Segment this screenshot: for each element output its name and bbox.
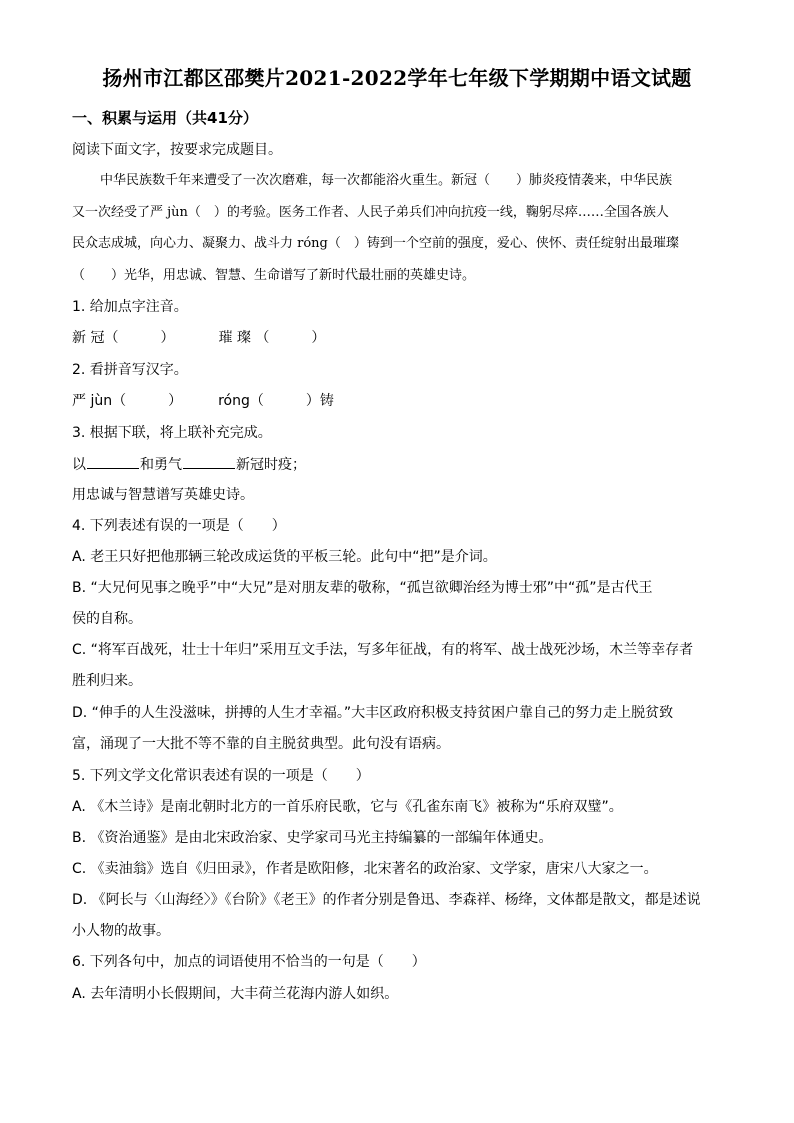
question-stem: 5. 下列文学文化常识表述有误的一项是（ ） xyxy=(72,768,370,784)
passage-line: （ ）光华，用忠诚、智慧、生命谱写了新时代最壮丽的英雄史诗。 xyxy=(72,268,476,283)
fill-blank[interactable] xyxy=(183,454,235,469)
couplet-upper: 以 和勇气 新冠时疫； xyxy=(72,454,306,475)
answer-item[interactable]: róng（ ）铸 xyxy=(218,393,334,409)
option-a[interactable]: A. 去年清明小长假期间，大丰荷兰花海内游人如织。 xyxy=(72,986,399,1002)
option-c[interactable]: C. 《卖油翁》选自《归田录》，作者是欧阳修，北宋著名的政治家、文学家，唐宋八大家之一。 xyxy=(72,861,658,877)
passage-line: 中华民族数千年来遭受了一次次磨难，每一次都能浴火重生。新冠（ ）肺炎疫情袭来，中华民族 xyxy=(100,173,673,188)
passage-line: 又一次经受了严 jùn（ ）的考验。医务工作者、人民子弟兵们冲向抗疫一线，鞠躬尽瘁……全国各族人 xyxy=(72,205,669,220)
option-b[interactable]: B. 《资治通鉴》是由北宋政治家、史学家司马光主持编纂的一部编年体通史。 xyxy=(72,830,553,846)
question-stem: 3. 根据下联，将上联补充完成。 xyxy=(72,425,272,441)
question-items xyxy=(72,391,334,411)
answer-item[interactable]: 新 冠（ ） xyxy=(72,330,175,346)
option-d[interactable]: D. 《阿长与〈山海经〉》《台阶》《老王》的作者分别是鲁迅、李森祥、杨绛，文体都是散文，都是述说 xyxy=(72,892,701,908)
option-c[interactable]: C. “将军百战死，壮士十年归”采用互文手法，写多年征战，有的将军、战士战死沙场，木兰等幸存者 xyxy=(72,642,694,658)
question-stem: 4. 下列表述有误的一项是（ ） xyxy=(72,518,286,534)
instruction: 阅读下面文字，按要求完成题目。 xyxy=(72,142,282,158)
passage-line: 民众志成城，向心力、凝聚力、战斗力 róng（ ）铸到一个空前的强度，爱心、侠怀、责任绽射出最璀璨 xyxy=(72,236,679,251)
page-title: 扬州市江都区邵樊片2021-2022学年七年级下学期期中语文试题 xyxy=(102,66,692,90)
answer-item[interactable]: 严 jùn（ ） xyxy=(72,393,183,409)
option-d-cont: 小人物的故事。 xyxy=(72,923,170,939)
question-stem: 2. 看拼音写汉字。 xyxy=(72,362,188,378)
question-stem: 6. 下列各句中，加点的词语使用不恰当的一句是（ ） xyxy=(72,954,426,970)
option-b[interactable]: B. “大兄何见事之晚乎”中“大兄”是对朋友辈的敬称，“孤岂欲卿治经为博士邪”中“孤”是古代王 xyxy=(72,580,653,596)
fill-blank[interactable] xyxy=(87,454,139,469)
answer-item[interactable]: 璀 璨 （ ） xyxy=(218,330,326,346)
option-b-cont: 侯的自称。 xyxy=(72,611,142,627)
question-items xyxy=(72,328,325,348)
option-d[interactable]: D. “伸手的人生没滋味，拼搏的人生才幸福。”大丰区政府积极支持贫困户靠自己的努力走上脱贫致 xyxy=(72,705,674,721)
option-d-cont: 富，涌现了一大批不等不靠的自主脱贫典型。此句没有语病。 xyxy=(72,736,450,752)
question-stem: 1. 给加点字注音。 xyxy=(72,299,188,315)
option-a[interactable]: A. 老王只好把他那辆三轮改成运货的平板三轮。此句中“把”是介词。 xyxy=(72,549,497,565)
couplet-lower: 用忠诚与智慧谱写英雄史诗。 xyxy=(72,487,254,503)
section-heading: 一、积累与运用（共41分） xyxy=(72,109,258,127)
option-a[interactable]: A. 《木兰诗》是南北朝时北方的一首乐府民歌，它与《孔雀东南飞》被称为“乐府双璧”。 xyxy=(72,799,623,815)
option-c-cont: 胜利归来。 xyxy=(72,673,142,689)
